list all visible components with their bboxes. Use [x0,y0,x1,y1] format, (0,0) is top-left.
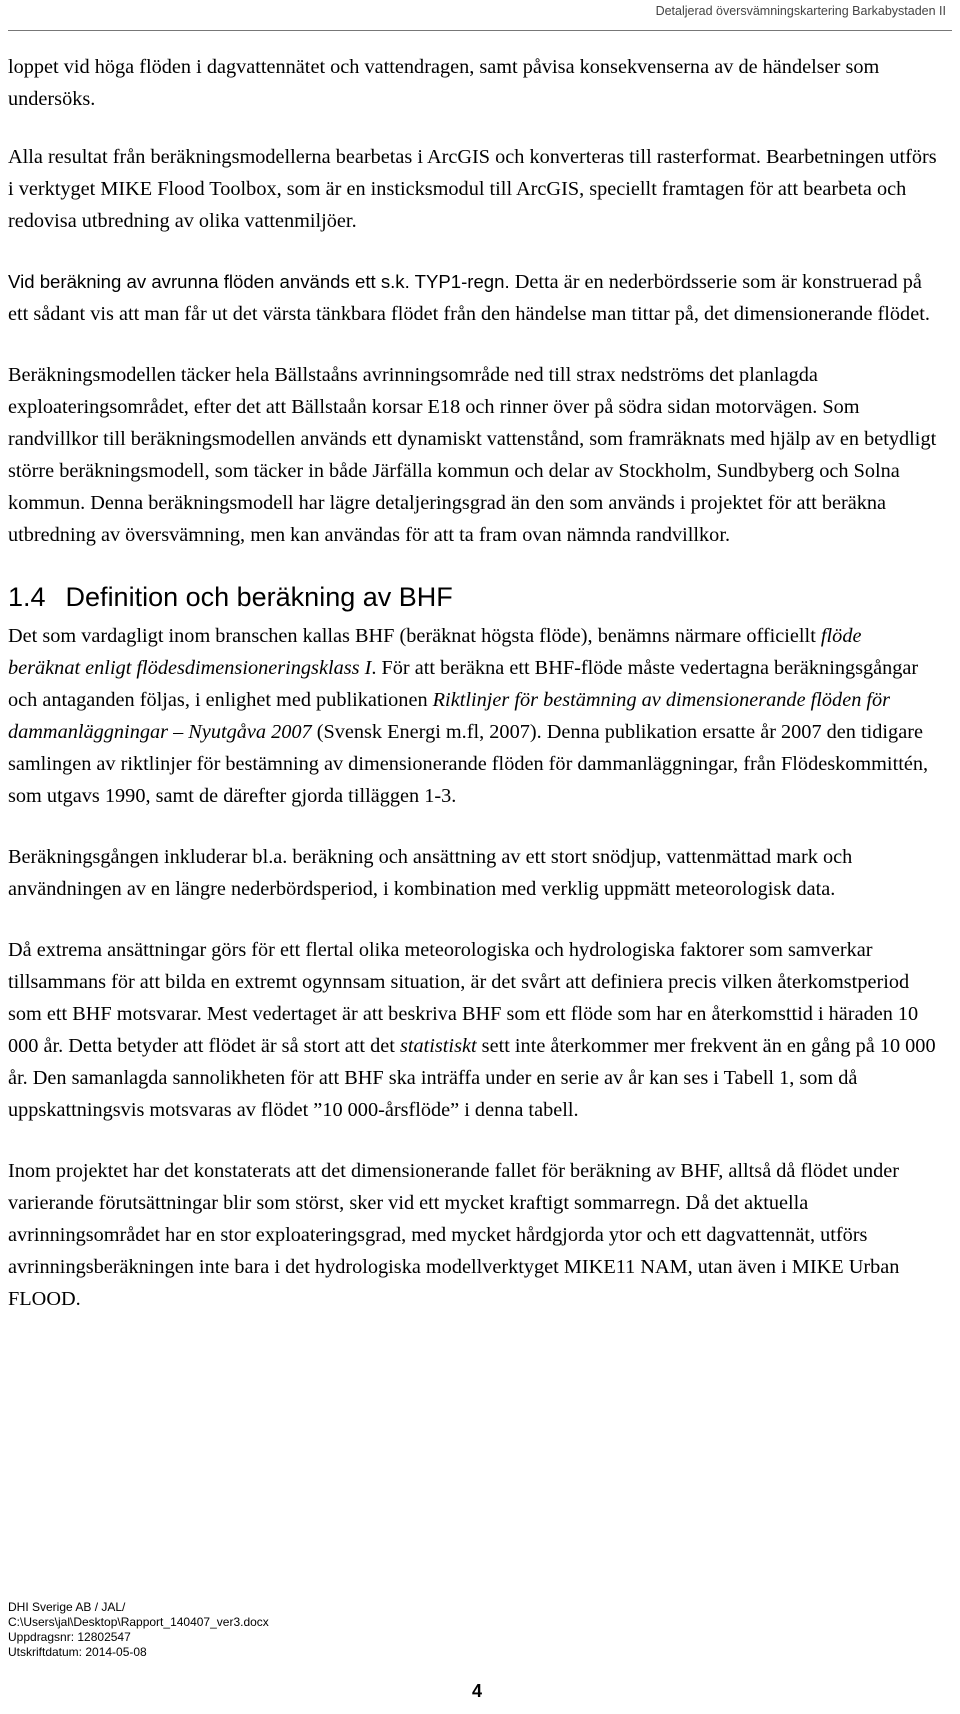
bhf-text-2: . För att beräkna ett BHF-flöde måste vedertagna beräkningsgångar och antaganden följas, i enlighet med publikationen [8,657,919,711]
paragraph-calculation: Beräkningsgången inkluderar bl.a. beräkning och ansättning av ett stort snödjup, vattenmättad mark och användningen av en längre nederbördsperiod, i kombination med verklig uppmätt meteorologisk data. [8,846,853,900]
paragraph-bhf-definition [8,620,938,812]
footer-print-date: Utskriftdatum: 2014-05-08 [8,1645,147,1659]
paragraph-intro-continuation: loppet vid höga flöden i dagvattennätet och vattendragen, samt påvisa konsekvenserna av de händelser som undersöks. [8,56,880,110]
paragraph-project-case: Inom projektet har det konstaterats att det dimensionerande fallet för beräkning av BHF, alltså då flödet under varierande förutsättningar blir som störst, sker vid ett mycket kraftigt sommarregn. Då det aktuella avrinningsområdet har en stor exploateringsgrad, med mycket hårdgjorda ytor och ett dagvattennät, utförs avrinningsberäkningen inte bara i det hydrologiska modellverktyget MIKE11 NAM, utan även i MIKE Urban FLOOD. [8,1160,900,1310]
section-title: Definition och beräkning av BHF [65,582,453,612]
return-text-1: Då extrema ansättningar görs för ett flertal olika meteorologiska och hydrologiska faktorer som samverkar tillsammans för att bilda en extremt ogynnsam situation, är det svårt att definiera precis vilken återkomstperiod som ett BHF motsvarar. Mest vedertaget är att beskriva BHF som ett flöde som har en återkomsttid i häraden 10 000 år. Detta betyder att flödet är så stort att det [8,939,919,1057]
running-header: Detaljerad översvämningskartering Barkabystaden II [655,4,946,18]
bhf-italic-publication: Riktlinjer för bestämning av dimensionerande flöden för dammanläggningar – Nyutgåva 2007 [8,689,891,743]
bhf-italic-class: flöde beräknat enligt flödesdimensioneringsklass I [8,625,862,679]
page-number: 4 [472,1681,483,1701]
section-heading [8,580,938,614]
typ1-sentence: Vid beräkning av avrunna flöden används ett s.k. TYP1-regn. [8,271,510,292]
section-number: 1.4 [8,582,46,612]
footer-info [8,1600,269,1660]
footer-assignment-number: Uppdragsnr: 12802547 [8,1630,131,1644]
footer-file-path: C:\Users\jal\Desktop\Rapport_140407_ver3.docx [8,1615,269,1629]
document-body [8,51,938,1344]
paragraph-typ1-regn [8,266,938,330]
paragraph-arcgis: Alla resultat från beräkningsmodellerna bearbetas i ArcGIS och konverteras till rasterformat. Bearbetningen utförs i verktyget MIKE Flood Toolbox, som är en insticksmodul till ArcGIS, speciellt framtagen för att bearbeta och redovisa utbredning av olika vattenmiljöer. [8,146,937,232]
header-divider [8,30,952,31]
paragraph-return-period [8,934,938,1126]
bhf-text-1: Det som vardagligt inom branschen kallas BHF (beräknat högsta flöde), benämns närmare officiellt [8,625,821,647]
bhf-text-3: (Svensk Energi m.fl, 2007). Denna publikation ersatte år 2007 den tidigare samlingen av riktlinjer för bestämning av dimensionerande flöden för dammanläggningar, från Flödeskommittén, som utgavs 1990, samt de därefter gjorda tilläggen 1-3. [8,721,929,807]
return-text-2: sett inte återkommer mer frekvent än en gång på 10 000 år. Den samanlagda sannolikheten för att BHF ska inträffa under en serie av år kan ses i Tabell 1, som då uppskattningsvis motsvaras av flödet ”10 000-årsflöde” i denna tabell. [8,1035,936,1121]
typ1-description: Detta är en nederbördsserie som är konstruerad på ett sådant vis att man får ut det värsta tänkbara flödet från den händelse man tittar på, det dimensionerande flödet. [8,271,930,325]
return-italic-statistiskt: statistiskt [399,1035,477,1057]
footer-company: DHI Sverige AB / JAL/ [8,1600,126,1614]
paragraph-model-coverage: Beräkningsmodellen täcker hela Bällstaåns avrinningsområde ned till strax nedströms det planlagda exploateringsområdet, efter det att Bällstaån korsar E18 och rinner över på södra sidan motorvägen. Som randvillkor till beräkningsmodellen används ett dynamiskt vattenstånd, som framräknats med hjälp av en betydligt större beräkningsmodell, som täcker in både Järfälla kommun och delar av Stockholm, Sundbyberg och Solna kommun. Denna beräkningsmodell har lägre detaljeringsgrad än den som används i projektet för att beräkna utbredning av översvämning, men kan användas för att ta fram ovan nämnda randvillkor. [8,364,937,546]
